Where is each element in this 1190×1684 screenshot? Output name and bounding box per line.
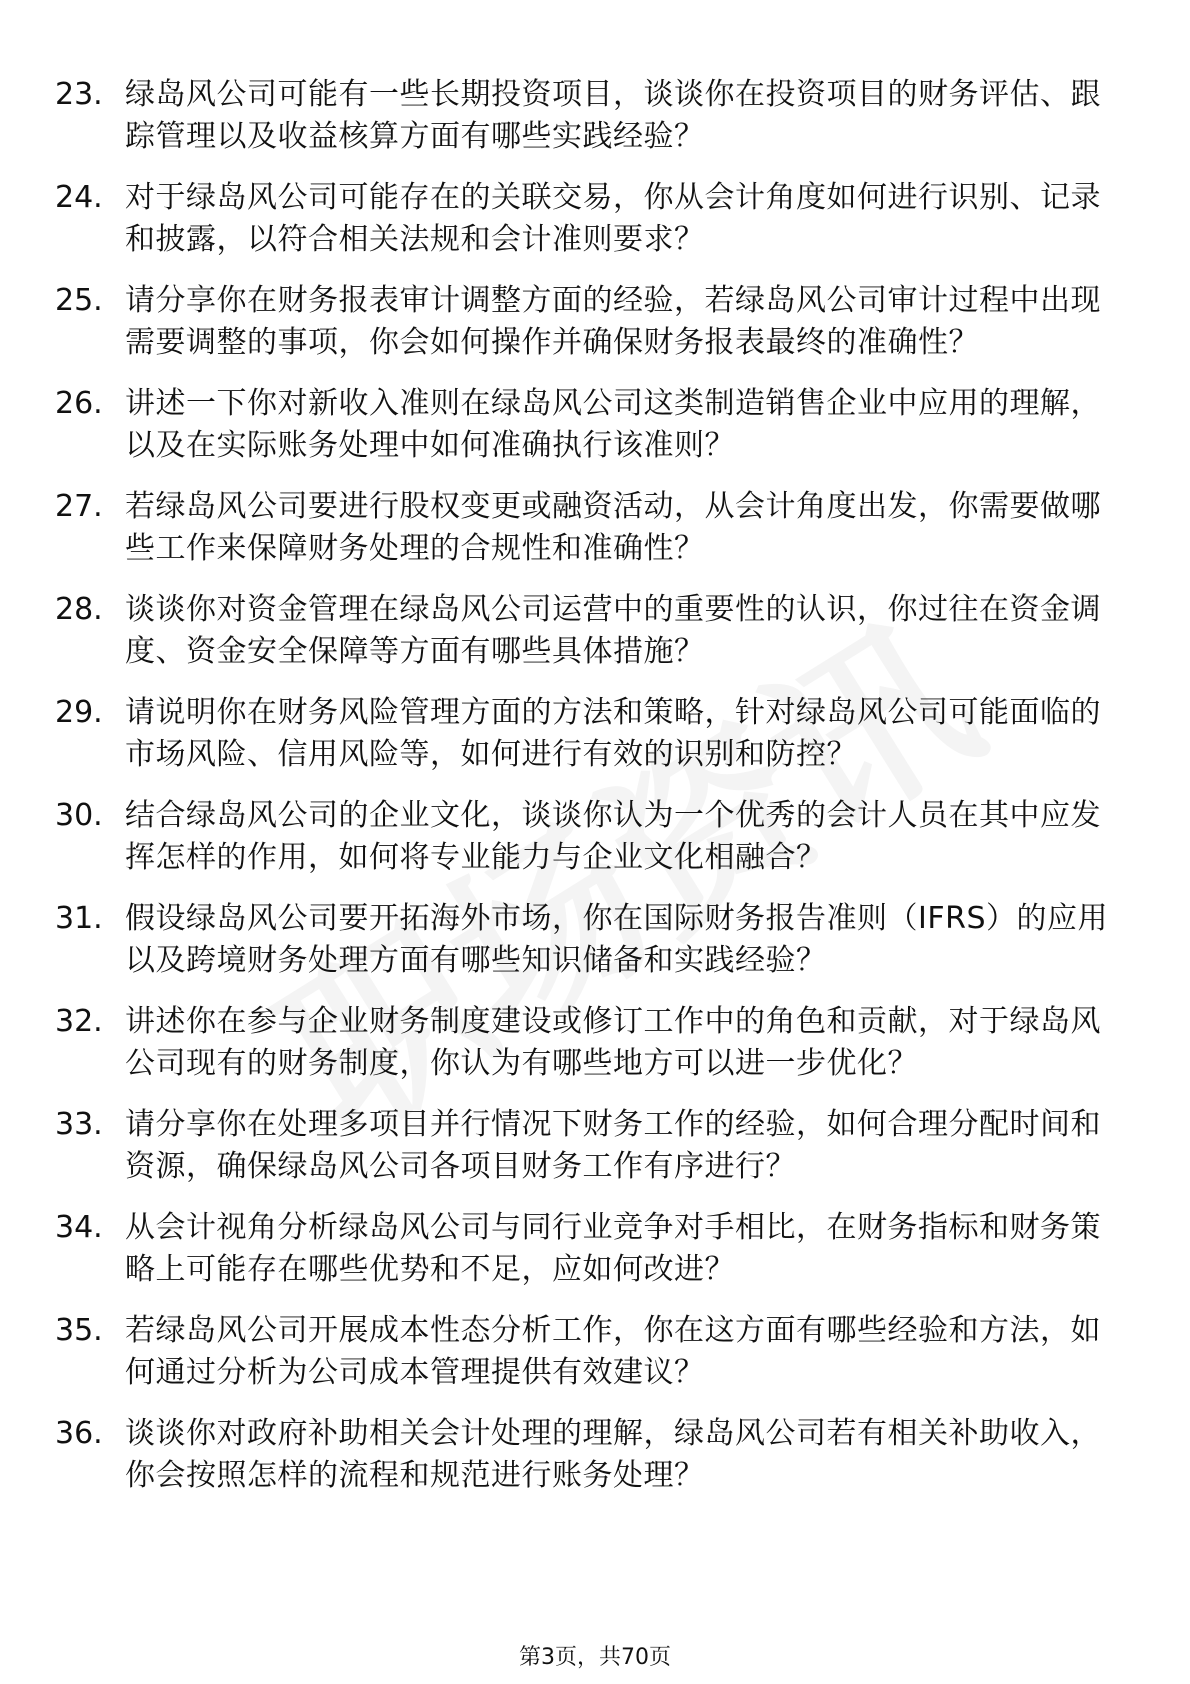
question-number: 32. (55, 1004, 103, 1039)
list-item (55, 74, 1115, 158)
list-item (55, 1104, 1115, 1188)
question-number: 28. (55, 592, 103, 627)
list-item (55, 383, 1115, 467)
list-item (55, 177, 1115, 261)
question-number: 26. (55, 386, 103, 421)
question-text: 请分享你在处理多项目并行情况下财务工作的经验，如何合理分配时间和资源，确保绿岛风公司各项目财务工作有序进行？ (125, 1107, 1101, 1184)
question-text: 若绿岛风公司要进行股权变更或融资活动，从会计角度出发，你需要做哪些工作来保障财务处理的合规性和准确性？ (125, 489, 1101, 566)
question-number: 25. (55, 283, 103, 318)
question-text: 请说明你在财务风险管理方面的方法和策略，针对绿岛风公司可能面临的市场风险、信用风险等，如何进行有效的识别和防控？ (125, 695, 1101, 772)
question-text: 讲述你在参与企业财务制度建设或修订工作中的角色和贡献，对于绿岛风公司现有的财务制度，你认为有哪些地方可以进一步优化？ (125, 1004, 1101, 1081)
list-item (55, 692, 1115, 776)
question-number: 23. (55, 77, 103, 112)
question-number: 27. (55, 489, 103, 524)
list-item (55, 486, 1115, 570)
question-text: 结合绿岛风公司的企业文化，谈谈你认为一个优秀的会计人员在其中应发挥怎样的作用，如何将专业能力与企业文化相融合？ (125, 798, 1101, 875)
question-number: 29. (55, 695, 103, 730)
question-text: 从会计视角分析绿岛风公司与同行业竞争对手相比，在财务指标和财务策略上可能存在哪些优势和不足，应如何改进？ (125, 1210, 1101, 1287)
question-text: 谈谈你对资金管理在绿岛风公司运营中的重要性的认识，你过往在资金调度、资金安全保障等方面有哪些具体措施？ (125, 592, 1101, 669)
question-text: 对于绿岛风公司可能存在的关联交易，你从会计角度如何进行识别、记录和披露，以符合相关法规和会计准则要求？ (125, 180, 1101, 257)
question-text: 绿岛风公司可能有一些长期投资项目，谈谈你在投资项目的财务评估、跟踪管理以及收益核算方面有哪些实践经验？ (125, 77, 1101, 154)
list-item (55, 1001, 1115, 1085)
list-item (55, 795, 1115, 879)
question-list (55, 74, 1115, 1516)
list-item (55, 898, 1115, 982)
page-footer: 第3页，共70页 (519, 1645, 671, 1670)
question-text: 若绿岛风公司开展成本性态分析工作，你在这方面有哪些经验和方法，如何通过分析为公司成本管理提供有效建议？ (125, 1313, 1101, 1390)
question-number: 31. (55, 901, 103, 936)
question-text: 谈谈你对政府补助相关会计处理的理解，绿岛风公司若有相关补助收入，你会按照怎样的流程和规范进行账务处理？ (125, 1416, 1101, 1493)
question-text: 请分享你在财务报表审计调整方面的经验，若绿岛风公司审计过程中出现需要调整的事项，你会如何操作并确保财务报表最终的准确性？ (125, 283, 1101, 360)
question-number: 30. (55, 798, 103, 833)
question-number: 24. (55, 180, 103, 215)
list-item (55, 589, 1115, 673)
list-item (55, 1207, 1115, 1291)
question-text: 假设绿岛风公司要开拓海外市场，你在国际财务报告准则（IFRS）的应用以及跨境财务处理方面有哪些知识储备和实践经验？ (125, 901, 1108, 978)
list-item (55, 1310, 1115, 1394)
question-number: 33. (55, 1107, 103, 1142)
question-number: 36. (55, 1416, 103, 1451)
question-number: 34. (55, 1210, 103, 1245)
question-number: 35. (55, 1313, 103, 1348)
list-item (55, 1413, 1115, 1497)
question-text: 讲述一下你对新收入准则在绿岛风公司这类制造销售企业中应用的理解，以及在实际账务处理中如何准确执行该准则？ (125, 386, 1101, 463)
list-item (55, 280, 1115, 364)
